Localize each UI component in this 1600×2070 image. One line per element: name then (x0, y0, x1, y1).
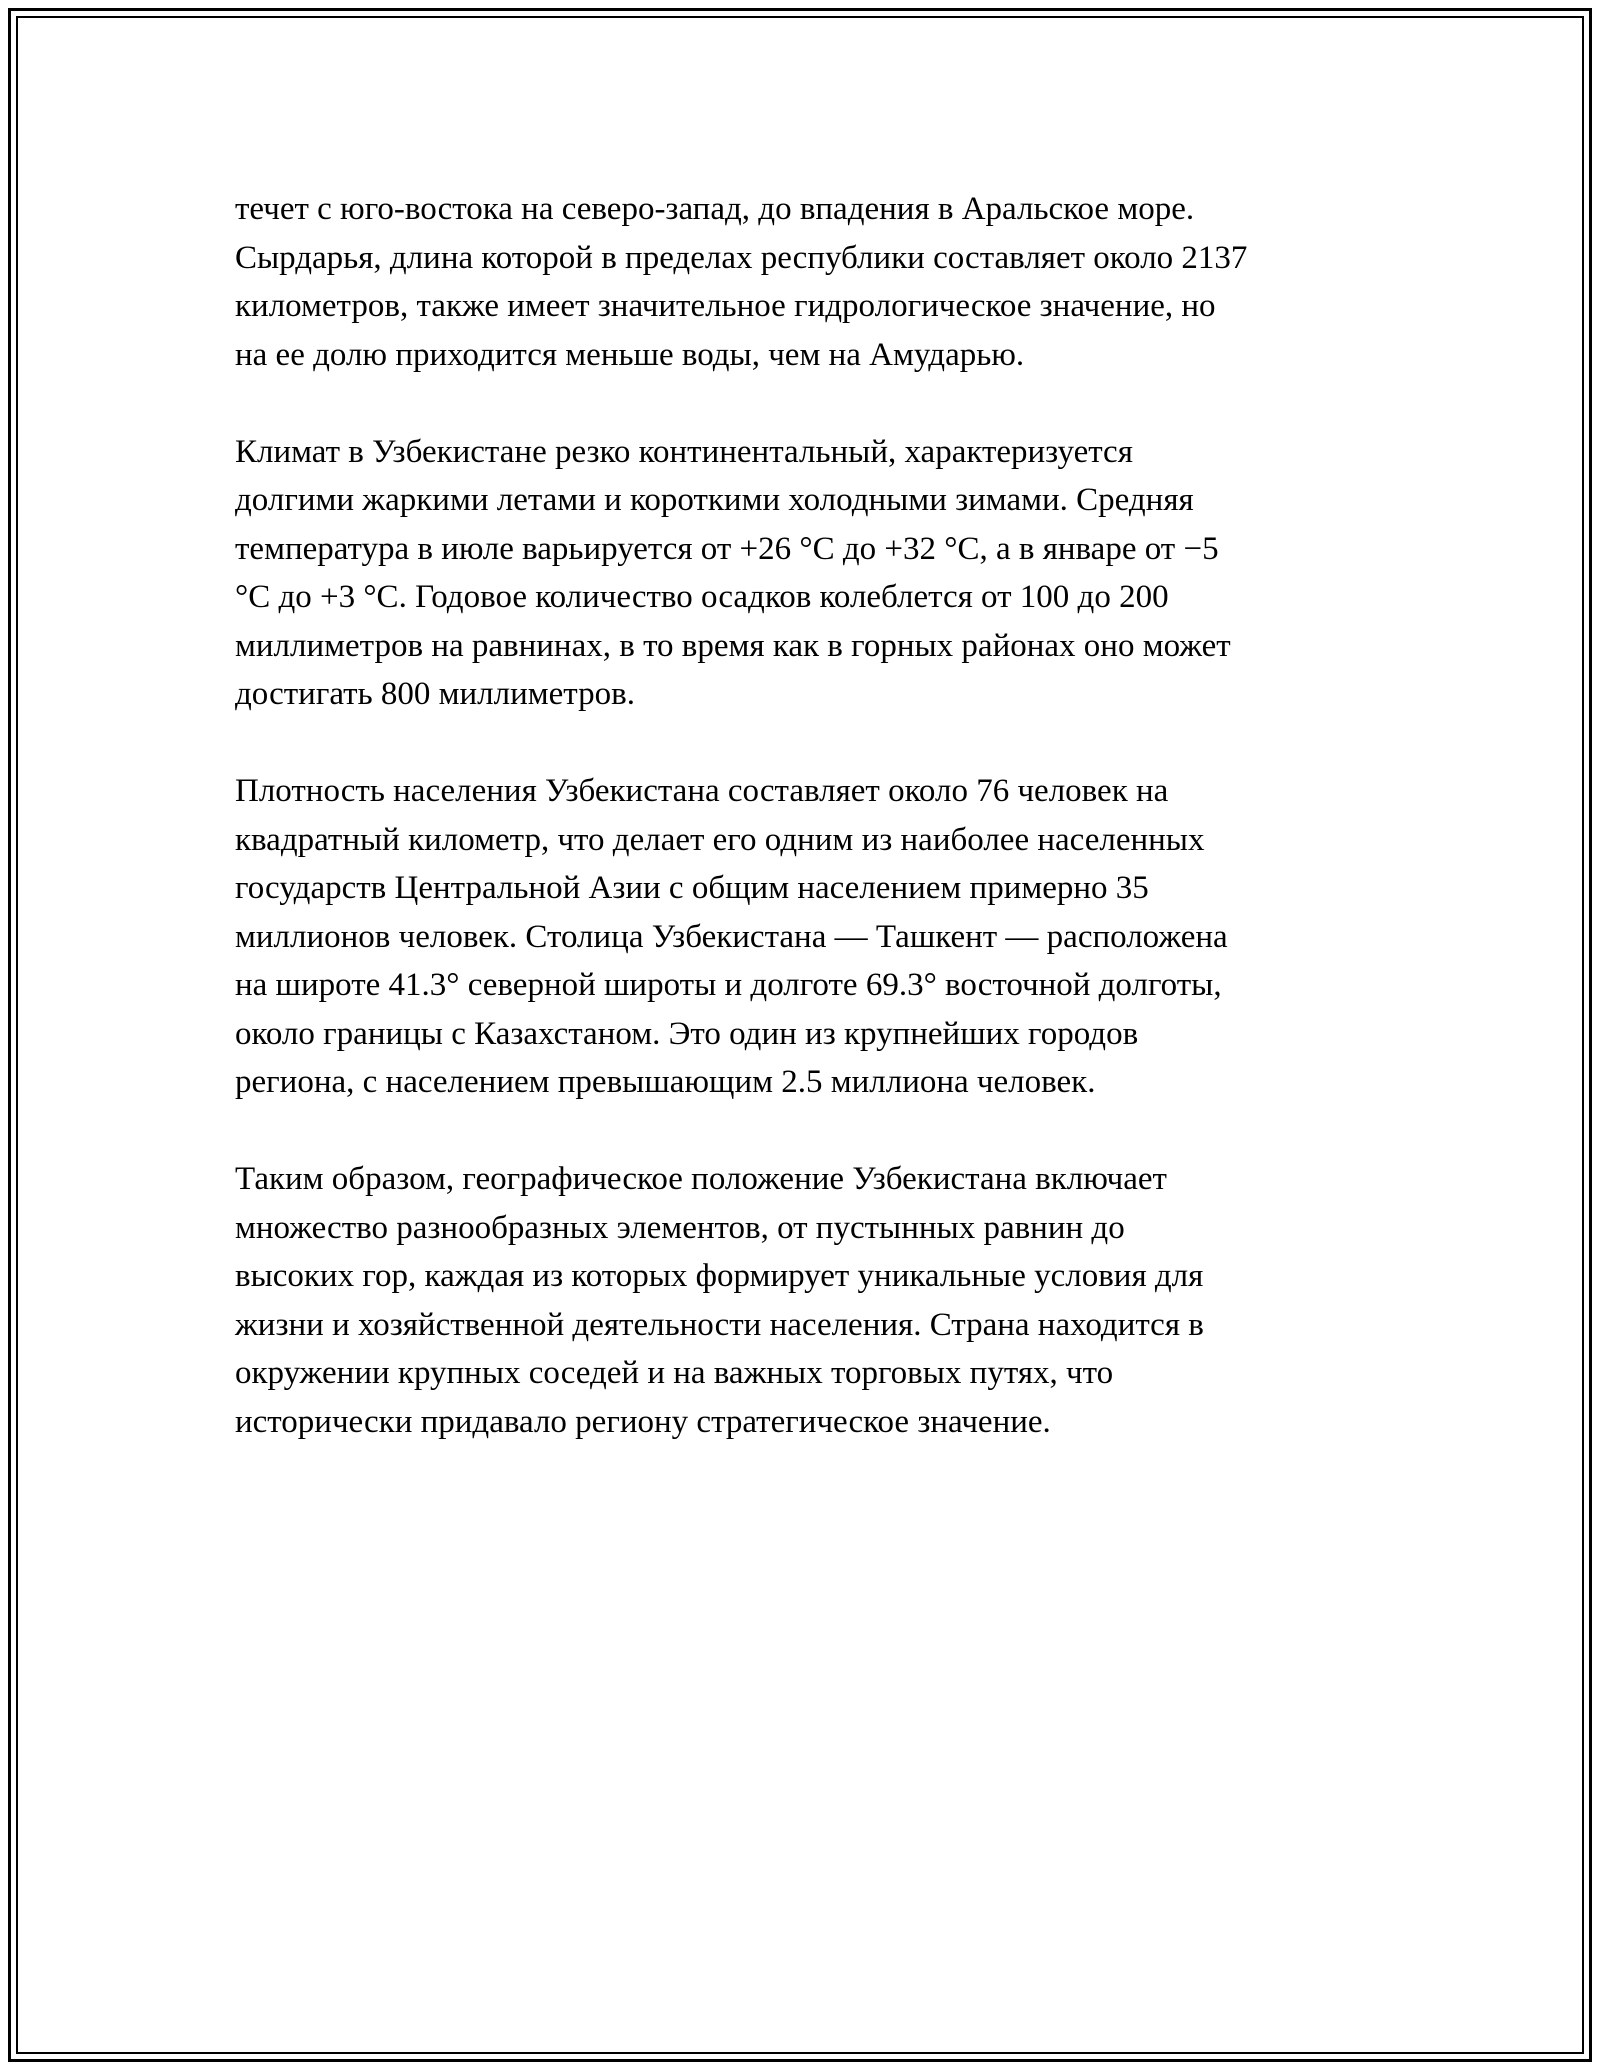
document-body (235, 185, 1415, 1495)
paragraph-rivers (235, 185, 1415, 379)
paragraph-conclusion (235, 1155, 1415, 1446)
paragraph-population (235, 767, 1415, 1107)
text-line: на широте 41.3° северной широты и долготе 69.3° восточной долготы, (235, 967, 1222, 1003)
text-line: температура в июле варьируется от +26 °C до +32 °C, а в январе от −5 (235, 530, 1219, 567)
text-line: Таким образом, географическое положение Узбекистана включает (235, 1161, 1167, 1197)
paragraph-climate (235, 428, 1415, 719)
text-line: °C до +3 °C. Годовое количество осадков колеблется от 100 до 200 (235, 579, 1169, 615)
text-line: на ее долю приходится меньше воды, чем на Амударью. (235, 336, 1025, 373)
text-line: высоких гор, каждая из которых формирует уникальные условия для (235, 1258, 1204, 1294)
text-line: Климат в Узбекистане резко континентальный, характеризуется (235, 433, 1133, 470)
text-line: окружении крупных соседей и на важных торговых путях, что (235, 1355, 1114, 1391)
text-line: около границы с Казахстаном. Это один из крупнейших городов (235, 1015, 1139, 1052)
text-line: течет с юго-востока на северо-запад, до впадения в Аральское море. (235, 191, 1195, 227)
text-line: государств Центральной Азии с общим населением примерно 35 (235, 870, 1149, 906)
text-line: Сырдарья, длина которой в пределах республики составляет около 2137 (235, 239, 1248, 276)
text-line: Плотность населения Узбекистана составляет около 76 человек на (235, 773, 1169, 809)
text-line: региона, с населением превышающим 2.5 миллиона человек. (235, 1064, 1096, 1100)
text-line: долгими жаркими летами и короткими холодными зимами. Средняя (235, 482, 1194, 518)
text-line: километров, также имеет значительное гидрологическое значение, но (235, 288, 1216, 324)
text-line: квадратный километр, что делает его одним из наиболее населенных (235, 821, 1205, 858)
text-line: исторически придавало региону стратегическое значение. (235, 1403, 1051, 1440)
text-line: жизни и хозяйственной деятельности населения. Страна находится в (235, 1306, 1204, 1343)
text-line: множество разнообразных элементов, от пустынных равнин до (235, 1209, 1125, 1246)
text-line: миллионов человек. Столица Узбекистана — Ташкент — расположена (235, 918, 1228, 955)
text-line: миллиметров на равнинах, в то время как в горных районах оно может (235, 627, 1231, 664)
text-line: достигать 800 миллиметров. (235, 676, 635, 712)
